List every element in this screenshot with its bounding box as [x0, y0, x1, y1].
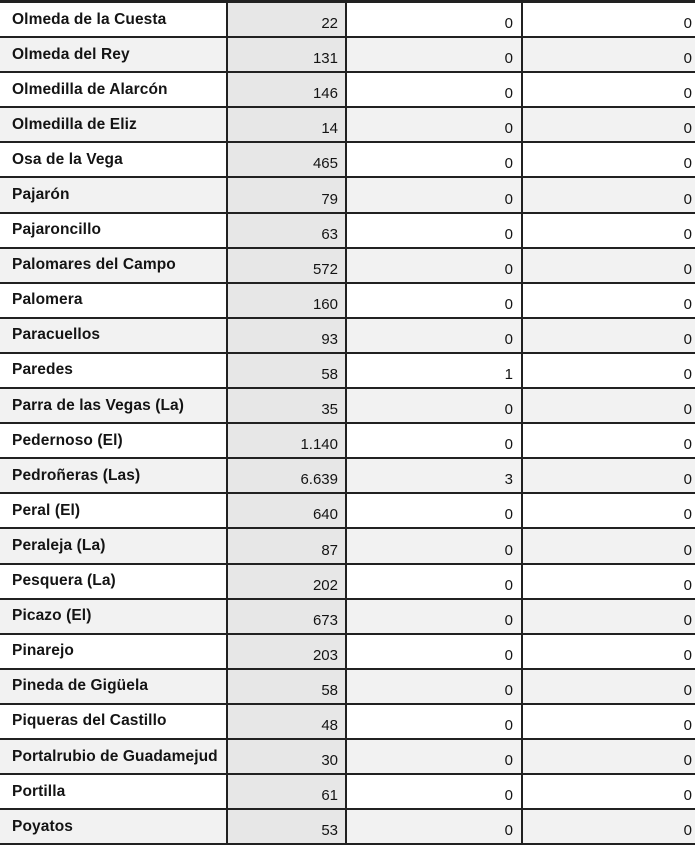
- count-value-cell-2: 0: [683, 541, 692, 559]
- table-row: [0, 249, 695, 284]
- table-row: [0, 600, 695, 635]
- count-value-cell-2: 0: [683, 225, 692, 243]
- count-value-cell-1: 0: [347, 670, 523, 703]
- table-row: [0, 494, 695, 529]
- count-value-cell-1: 0: [347, 38, 523, 71]
- population-value-cell: 87: [228, 529, 347, 562]
- population-value-cell: 53: [228, 810, 347, 843]
- table-row: [0, 810, 695, 845]
- count-value-cell-2: 0: [683, 50, 692, 68]
- table-row: [0, 319, 695, 354]
- table-row: [0, 635, 695, 670]
- count-value-cell-1: 0: [347, 565, 523, 598]
- table-row: [0, 775, 695, 810]
- count-value-cell-2: 0: [683, 190, 692, 208]
- count-value-cell-2: 0: [683, 576, 692, 594]
- count-value-cell-2: 0: [683, 752, 692, 770]
- count-value-cell-1: 0: [347, 600, 523, 633]
- count-value-cell-1: 0: [347, 284, 523, 317]
- population-value-cell: 202: [228, 565, 347, 598]
- count-value-cell-2: 0: [683, 120, 692, 138]
- population-value-cell: 673: [228, 600, 347, 633]
- municipality-name-cell: Parra de las Vegas (La): [0, 389, 228, 422]
- count-value-cell-1: 0: [347, 810, 523, 843]
- count-value-cell-1: 0: [347, 143, 523, 176]
- municipality-name-cell: Osa de la Vega: [0, 143, 228, 176]
- count-value-cell-1: 3: [347, 459, 523, 492]
- count-value-cell-2: 0: [683, 366, 692, 384]
- count-value-cell-2: 0: [683, 330, 692, 348]
- population-value-cell: 131: [228, 38, 347, 71]
- table-row: [0, 389, 695, 424]
- municipality-name-cell: Pedroñeras (Las): [0, 459, 228, 492]
- count-value-cell-1: 0: [347, 108, 523, 141]
- municipality-name-cell: Pajarón: [0, 178, 228, 211]
- count-value-cell-2: 0: [683, 611, 692, 629]
- table-row: [0, 740, 695, 775]
- count-value-cell-1: 0: [347, 424, 523, 457]
- count-value-cell-1: 0: [347, 178, 523, 211]
- population-value-cell: 58: [228, 670, 347, 703]
- population-value-cell: 93: [228, 319, 347, 352]
- count-value-cell-2: 0: [683, 295, 692, 313]
- population-value-cell: 160: [228, 284, 347, 317]
- count-value-cell-1: 0: [347, 494, 523, 527]
- table-row: [0, 670, 695, 705]
- count-value-cell-2: 0: [683, 646, 692, 664]
- population-value-cell: 203: [228, 635, 347, 668]
- table-row: [0, 705, 695, 740]
- table-row: [0, 214, 695, 249]
- count-value-cell-1: 0: [347, 740, 523, 773]
- count-value-cell-1: 0: [347, 635, 523, 668]
- municipality-name-cell: Pesquera (La): [0, 565, 228, 598]
- population-value-cell: 572: [228, 249, 347, 282]
- count-value-cell-2: 0: [683, 15, 692, 33]
- municipality-name-cell: Pineda de Gigüela: [0, 670, 228, 703]
- count-value-cell-1: 0: [347, 3, 523, 36]
- population-value-cell: 61: [228, 775, 347, 808]
- municipality-name-cell: Peraleja (La): [0, 529, 228, 562]
- table-row: [0, 178, 695, 213]
- population-value-cell: 79: [228, 178, 347, 211]
- table-row: [0, 108, 695, 143]
- count-value-cell-1: 0: [347, 775, 523, 808]
- population-value-cell: 30: [228, 740, 347, 773]
- count-value-cell-2: 0: [683, 436, 692, 454]
- table-row: [0, 284, 695, 319]
- count-value-cell-1: 0: [347, 705, 523, 738]
- count-value-cell-2: 0: [683, 155, 692, 173]
- count-value-cell-1: 1: [347, 354, 523, 387]
- municipality-name-cell: Paracuellos: [0, 319, 228, 352]
- municipality-name-cell: Paredes: [0, 354, 228, 387]
- municipality-name-cell: Picazo (El): [0, 600, 228, 633]
- municipality-name-cell: Palomera: [0, 284, 228, 317]
- population-value-cell: 146: [228, 73, 347, 106]
- municipality-name-cell: Pinarejo: [0, 635, 228, 668]
- population-value-cell: 14: [228, 108, 347, 141]
- municipality-name-cell: Olmeda del Rey: [0, 38, 228, 71]
- table-row: [0, 529, 695, 564]
- count-value-cell-1: 0: [347, 319, 523, 352]
- table-row: [0, 565, 695, 600]
- population-value-cell: 22: [228, 3, 347, 36]
- municipality-name-cell: Portalrubio de Guadamejud: [0, 740, 228, 773]
- population-value-cell: 6.639: [228, 459, 347, 492]
- municipality-name-cell: Olmeda de la Cuesta: [0, 3, 228, 36]
- table-row: [0, 38, 695, 73]
- table-row: [0, 459, 695, 494]
- municipality-name-cell: Palomares del Campo: [0, 249, 228, 282]
- table-row: [0, 354, 695, 389]
- population-value-cell: 58: [228, 354, 347, 387]
- count-value-cell-1: 0: [347, 214, 523, 247]
- population-value-cell: 63: [228, 214, 347, 247]
- municipality-name-cell: Olmedilla de Eliz: [0, 108, 228, 141]
- count-value-cell-1: 0: [347, 529, 523, 562]
- count-value-cell-1: 0: [347, 389, 523, 422]
- count-value-cell-2: 0: [683, 506, 692, 524]
- count-value-cell-2: 0: [683, 401, 692, 419]
- count-value-cell-2: 0: [683, 260, 692, 278]
- table-row: [0, 424, 695, 459]
- table-row: [0, 73, 695, 108]
- municipality-name-cell: Olmedilla de Alarcón: [0, 73, 228, 106]
- count-value-cell-2: 0: [683, 787, 692, 805]
- municipality-name-cell: Pajaroncillo: [0, 214, 228, 247]
- population-value-cell: 48: [228, 705, 347, 738]
- municipality-name-cell: Portilla: [0, 775, 228, 808]
- count-value-cell-2: 0: [683, 822, 692, 840]
- count-value-cell-2: 0: [683, 85, 692, 103]
- municipality-name-cell: Pedernoso (El): [0, 424, 228, 457]
- count-value-cell-2: 0: [683, 681, 692, 699]
- population-value-cell: 1.140: [228, 424, 347, 457]
- municipality-name-cell: Piqueras del Castillo: [0, 705, 228, 738]
- municipality-name-cell: Poyatos: [0, 810, 228, 843]
- count-value-cell-2: 0: [683, 471, 692, 489]
- table-row: [0, 3, 695, 38]
- population-value-cell: 465: [228, 143, 347, 176]
- table-row: [0, 143, 695, 178]
- count-value-cell-1: 0: [347, 73, 523, 106]
- population-value-cell: 35: [228, 389, 347, 422]
- population-value-cell: 640: [228, 494, 347, 527]
- count-value-cell-1: 0: [347, 249, 523, 282]
- count-value-cell-2: 0: [683, 716, 692, 734]
- municipality-name-cell: Peral (El): [0, 494, 228, 527]
